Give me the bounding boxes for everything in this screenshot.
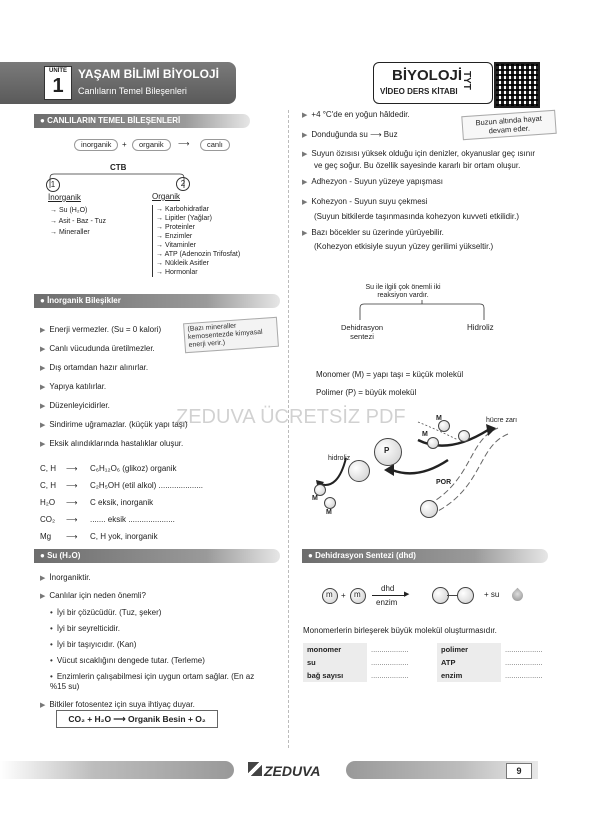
- eq-su: + su: [484, 590, 500, 599]
- photosynthesis-formula: CO₂ + H₂O ⟶ Organik Besin + O₂: [56, 710, 218, 728]
- list-item: ▶ Suyun özısısı yüksek olduğu için denizler, okyanuslar geç ısınır ve geç soğur. Bu özellik sayesinde kararlı bir ortam oluşur.: [302, 149, 536, 170]
- table-cell: monomer: [303, 643, 367, 656]
- footer-logo-icon: [248, 762, 262, 776]
- inorg-item: → Mineraller: [50, 229, 90, 236]
- monomer-circle: [348, 460, 370, 482]
- ctb-label: CTB: [110, 163, 127, 172]
- list-item: ▶ Bazı böcekler su üzerinde yürüyebilir.: [302, 228, 444, 237]
- inorg-title: İnorganik: [48, 193, 81, 202]
- list-item: ▶ Adhezyon - Suyun yüzeye yapışması: [302, 177, 444, 186]
- org-item: → Karbohidratlar: [156, 206, 209, 213]
- kohezyon-note: (Suyun bitkilerde taşınmasında kohezyon kuvveti etkilidir.): [314, 212, 519, 221]
- list-item: ▶ Kohezyon - Suyun suyu çekmesi: [302, 197, 428, 206]
- table-cell: bağ sayısı: [303, 669, 367, 682]
- right-list-1: [302, 110, 410, 141]
- reaction-tree-title: Su ile ilgili çok önemli iki reaksiyon vardır.: [365, 284, 441, 299]
- water-list: [40, 573, 260, 711]
- table-cell: ..................: [505, 658, 543, 667]
- eq-plus: +: [341, 591, 346, 600]
- diagram-label-hucre: hücre zarı: [486, 417, 518, 424]
- monomer-circle: [420, 500, 438, 518]
- table-cell: ..................: [371, 658, 409, 667]
- inorg-item: → Su (H₂O): [50, 207, 88, 214]
- table-cell: su: [303, 656, 367, 669]
- compound-rows: [40, 464, 203, 549]
- table-cell: ATP: [437, 656, 501, 669]
- diagram-label-m: M: [422, 431, 428, 438]
- flow-plus: +: [122, 140, 127, 149]
- eq-arrow-icon: [372, 595, 406, 596]
- list-item: ▶ İnorganiktir.: [40, 573, 91, 582]
- compound-row: C, H ⟶ C₂H₅OH (etil alkol) ....................: [40, 481, 204, 490]
- org-item: → Hormonlar: [156, 269, 198, 276]
- return-arrow: [392, 460, 448, 473]
- diagram-label-por: POR: [436, 479, 452, 486]
- compound-row: CO₂ ⟶ ....... eksik .....................: [40, 515, 175, 524]
- eq-dhd: dhd: [381, 584, 395, 593]
- org-num-circle: 2: [176, 177, 190, 191]
- dimer-circle: [457, 587, 474, 604]
- table-cell: ..................: [505, 671, 543, 680]
- list-item: ▶ Sindirime uğramazlar. (küçük yapı taşı): [40, 420, 188, 429]
- list-item: • Vücut sıcaklığını dengede tutar. (Terleme): [50, 656, 205, 665]
- eq-arrow-head-icon: ▶: [404, 591, 410, 598]
- watermark: ZEDUVA ÜCRETSİZ PDF: [176, 406, 406, 428]
- flow-organik: organik: [132, 139, 171, 151]
- tree-hidroliz: Hidroliz: [467, 323, 494, 332]
- page-subtitle: Canlıların Temel Bileşenleri: [78, 86, 187, 96]
- monomer-definition: Monomer (M) = yapı taşı = küçük molekül: [316, 370, 464, 379]
- column-divider: [288, 110, 289, 748]
- right-list-2: [302, 148, 542, 252]
- book-tag: TYT: [461, 71, 472, 90]
- mineral-note: (Bazı mineraller kemosentezde kimyasal enerji verir.): [183, 317, 279, 353]
- inorg-props-list: [40, 325, 188, 458]
- org-item: → ATP (Adenozin Trifosfat): [156, 251, 241, 258]
- org-title: Organik: [152, 192, 181, 201]
- list-item: • Enzimlerin çalışabilmesi için uygun ortam sağlar. (En az %15 su): [50, 672, 255, 691]
- flow-arrow-icon: ⟶: [178, 139, 190, 148]
- list-item: ▶ Yapıya katılırlar.: [40, 382, 107, 391]
- item3-note: (Kohezyon etkisiyle suyun yüzey gerilimi yükseltir.): [314, 242, 494, 251]
- list-item: ▶ Canlılar için neden önemli?: [40, 591, 146, 600]
- table-cell: ..................: [371, 645, 409, 654]
- diagram-label-m: M: [436, 415, 442, 422]
- inorg-item: → Asit - Baz - Tuz: [50, 218, 107, 225]
- page-number: 9: [506, 763, 532, 779]
- diagram-label-p: P: [384, 446, 390, 455]
- table-cell: polimer: [437, 643, 501, 656]
- org-item: → Proteinler: [156, 224, 195, 231]
- diagram-label-m: M: [312, 495, 318, 502]
- comparison-table: [303, 643, 571, 682]
- unit-number: 1: [52, 75, 64, 97]
- dimer-bond: [447, 595, 457, 596]
- list-item: ▶ Dış ortamdan hazır alınırlar.: [40, 363, 149, 372]
- polimer-definition: Polimer (P) = büyük molekül: [316, 388, 417, 397]
- table-cell: ..................: [371, 671, 409, 680]
- unit-badge: [44, 66, 72, 100]
- list-item: • İyi bir çözücüdür. (Tuz, şeker): [50, 608, 162, 617]
- compound-row: C, H ⟶ C₆H₁₂O₆ (glikoz) organik: [40, 464, 177, 473]
- table-cell: enzim: [437, 669, 501, 682]
- table-row: [303, 669, 571, 682]
- page-title: YAŞAM BİLİMİ BİYOLOJİ: [78, 67, 219, 81]
- section-header-inorganik: ● İnorganik Bileşikler: [34, 294, 280, 308]
- flow-inorganik: inorganik: [74, 139, 118, 151]
- org-list: [152, 205, 240, 277]
- eq-enzim: enzim: [376, 598, 398, 607]
- inorg-num-circle: 1: [46, 178, 60, 192]
- section-header-dehidrasyon: ● Dehidrasyon Sentezi (dhd): [302, 549, 548, 563]
- ice-callout: Buzun altında hayat devam eder.: [461, 110, 556, 140]
- list-item: ▶ Enerji vermezler. (Su = 0 kalori): [40, 325, 162, 334]
- section-header-ctb: ● CANLILARIN TEMEL BİLEŞENLERİ: [34, 114, 250, 128]
- qr-code[interactable]: [494, 62, 540, 108]
- monomer-circle: [427, 437, 439, 449]
- list-item: ▶ Donduğunda su ⟶ Buz: [302, 130, 398, 139]
- unit-label: ÜNİTE: [49, 68, 67, 74]
- table-cell: ..................: [505, 645, 543, 654]
- compound-row: H₂O ⟶ C eksik, inorganik: [40, 498, 154, 507]
- monomer-circle: [458, 430, 470, 442]
- list-item: ▶ +4 °C'de en yoğun hâldedir.: [302, 110, 410, 119]
- org-item: → Lipitler (Yağlar): [156, 215, 212, 222]
- tree-dehidrasyon: Dehidrasyon sentezi: [340, 323, 384, 341]
- org-item: → Vitaminler: [156, 242, 196, 249]
- unit-header: [0, 62, 236, 104]
- list-item: • İyi bir seyrelticidir.: [50, 624, 120, 633]
- footer-brand: ZEDUVA: [264, 763, 321, 779]
- eq-monomer-label: m: [354, 590, 361, 599]
- compound-row: Mg ⟶ C, H yok, inorganik: [40, 532, 158, 541]
- list-item: ▶ Düzenleyicidirler.: [40, 401, 110, 410]
- diagram-label-m: M: [326, 509, 332, 516]
- table-row: [303, 656, 571, 669]
- diagram-label-hidroliz: hidroliz: [328, 455, 351, 462]
- reaction-tree-lines: [350, 300, 500, 322]
- book-subtitle: VİDEO DERS KİTABI: [380, 87, 458, 96]
- list-item: ▶ Canlı vücudunda üretilmezler.: [40, 344, 155, 353]
- list-item: • İyi bir taşıyıcıdır. (Kan): [50, 640, 137, 649]
- water-drop-icon: [510, 588, 526, 604]
- flow-canli: canlı: [200, 139, 230, 151]
- org-item: → Enzimler: [156, 233, 193, 240]
- org-item: → Nükleik Asitler: [156, 260, 209, 267]
- list-item: ▶ Bitkiler fotosentez için suya ihtiyaç duyar.: [40, 700, 195, 709]
- footer-bar-left: [0, 761, 234, 779]
- inorg-list: [50, 205, 106, 238]
- book-title-box: [373, 62, 493, 104]
- table-row: [303, 643, 571, 656]
- dehidrasyon-sentence: Monomerlerin birleşerek büyük molekül oluşturmasıdır.: [303, 626, 497, 635]
- section-header-su: ● Su (H₂O): [34, 549, 280, 563]
- book-title: BİYOLOJİ: [392, 67, 463, 84]
- eq-monomer-label: m: [326, 590, 333, 599]
- list-item: ▶ Eksik alındıklarında hastalıklar oluşur.: [40, 439, 184, 448]
